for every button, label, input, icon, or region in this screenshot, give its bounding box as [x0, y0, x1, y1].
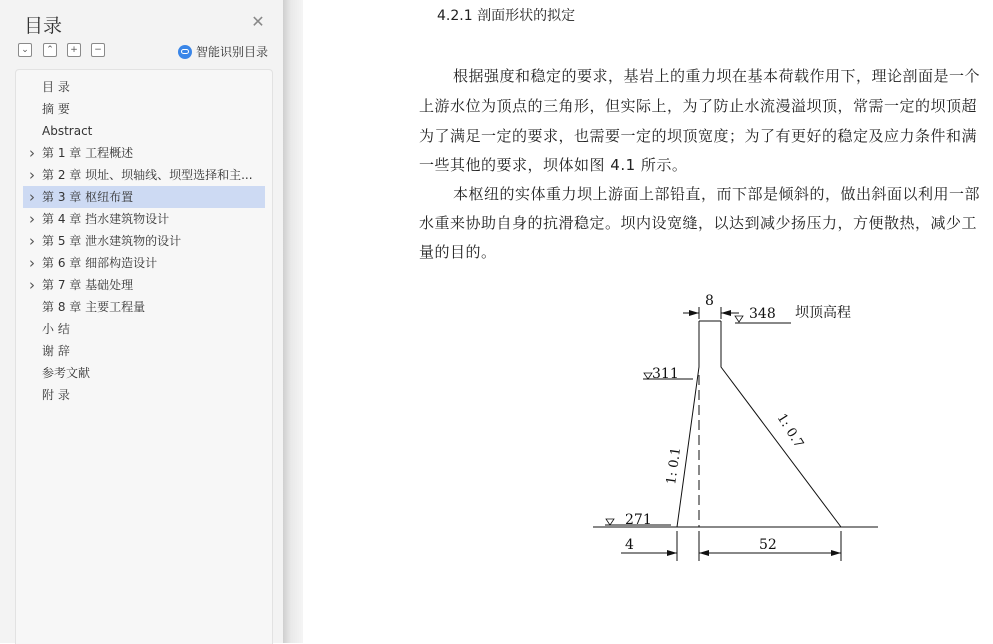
crest-label: 坝顶高程	[795, 305, 851, 321]
toc-item[interactable]	[23, 142, 265, 164]
paragraph-line: 根据强度和稳定的要求，基岩上的重力坝在基本荷载作用下，理论剖面是一个	[453, 67, 981, 85]
toc-item[interactable]	[23, 230, 265, 252]
toc-item-label: 第 5 章 泄水建筑物的设计	[42, 234, 182, 248]
paragraph-line: 一些其他的要求，坝体如图 4.1 所示。	[419, 156, 688, 174]
upstream-slope-label: 1: 0.1	[664, 446, 685, 486]
toc-item-label: 谢 辞	[42, 344, 70, 358]
toc-item[interactable]	[23, 164, 265, 186]
elevation-marker-icon	[606, 519, 614, 525]
panel-divider[interactable]	[283, 0, 303, 643]
toe-width-label: 4	[625, 537, 634, 553]
paragraph-line: 本枢纽的实体重力坝上游面上部铅直，而下部是倾斜的，做出斜面以利用一部	[453, 185, 981, 203]
toc-item-label: 第 7 章 基础处理	[42, 278, 134, 292]
arrow-icon	[667, 550, 677, 556]
toc-item-label: 第 8 章 主要工程量	[42, 300, 146, 314]
paragraph-line: 水重来协助自身的抗滑稳定。坝内设宽缝，以达到减少扬压力，方便散热，减少工	[419, 214, 978, 232]
close-icon[interactable]: ✕	[251, 12, 265, 31]
dam-profile-diagram	[303, 285, 993, 565]
sidebar-title: 目录	[24, 15, 63, 37]
ai-icon	[178, 45, 192, 59]
toc-item[interactable]	[23, 76, 265, 98]
arrow-icon	[689, 310, 699, 316]
toc-item-label: 摘 要	[42, 102, 70, 116]
paragraph-line: 上游水位为顶点的三角形，但实际上，为了防止水流漫溢坝顶，常需一定的坝顶超	[419, 97, 978, 115]
add-icon[interactable]: +	[67, 43, 81, 57]
toc-item[interactable]	[23, 120, 265, 142]
toc-item[interactable]	[23, 274, 265, 296]
paragraph-line: 量的目的。	[419, 243, 497, 261]
chevron-right-icon[interactable]: ›	[29, 232, 35, 250]
toc-item-label: 参考文献	[42, 366, 91, 380]
remove-icon[interactable]: −	[91, 43, 105, 57]
elevation-marker-icon	[644, 373, 652, 379]
elevation-marker-icon	[735, 316, 743, 322]
paragraph-line: 为了满足一定的要求，也需要一定的坝顶宽度；为了有更好的稳定及应力条件和满	[419, 127, 978, 145]
base-elevation-label: 271	[625, 512, 652, 528]
arrow-icon	[831, 550, 841, 556]
downstream-slope-label: 1: 0.7	[773, 411, 807, 451]
toc-panel	[15, 69, 273, 644]
smart-toc-button[interactable]	[178, 43, 268, 60]
toc-item[interactable]	[23, 296, 265, 318]
toc-item[interactable]	[23, 340, 265, 362]
crest-width-label: 8	[705, 293, 714, 309]
crest-elevation-label: 348	[749, 306, 776, 322]
document-page	[303, 0, 993, 643]
toc-sidebar	[0, 0, 283, 643]
toc-item[interactable]	[23, 186, 265, 208]
chevron-right-icon[interactable]: ›	[29, 166, 35, 184]
toc-item-label: 第 3 章 枢纽布置	[42, 190, 134, 204]
toc-item[interactable]	[23, 98, 265, 120]
arrow-icon	[699, 550, 709, 556]
chevron-right-icon[interactable]: ›	[29, 210, 35, 228]
toc-item-label: 第 2 章 坝址、坝轴线、坝型选择和主...	[42, 168, 253, 182]
toc-item-label: 第 1 章 工程概述	[42, 146, 134, 160]
chevron-right-icon[interactable]: ›	[29, 144, 35, 162]
toc-item-label: 目 录	[42, 80, 70, 94]
toc-item[interactable]	[23, 318, 265, 340]
chevron-right-icon[interactable]: ›	[29, 188, 35, 206]
arrow-icon	[721, 310, 731, 316]
section-heading: 4.2.1 剖面形状的拟定	[437, 8, 576, 24]
toc-item-label: Abstract	[42, 124, 93, 138]
toc-item-label: 小 结	[42, 322, 70, 336]
base-width-label: 52	[759, 537, 777, 553]
toc-item-label: 第 6 章 细部构造设计	[42, 256, 158, 270]
toc-item[interactable]	[23, 384, 265, 406]
toc-item[interactable]	[23, 252, 265, 274]
smart-toc-label: 智能识别目录	[196, 45, 269, 59]
toc-item[interactable]	[23, 208, 265, 230]
break-elevation-label: 311	[652, 366, 679, 382]
toc-item-label: 第 4 章 挡水建筑物设计	[42, 212, 170, 226]
upstream-face	[677, 321, 699, 527]
collapse-icon[interactable]: ⌄	[18, 43, 32, 57]
chevron-right-icon[interactable]: ›	[29, 276, 35, 294]
expand-icon[interactable]: ⌃	[43, 43, 57, 57]
chevron-right-icon[interactable]: ›	[29, 254, 35, 272]
toc-item-label: 附 录	[42, 388, 70, 402]
toc-item[interactable]	[23, 362, 265, 384]
